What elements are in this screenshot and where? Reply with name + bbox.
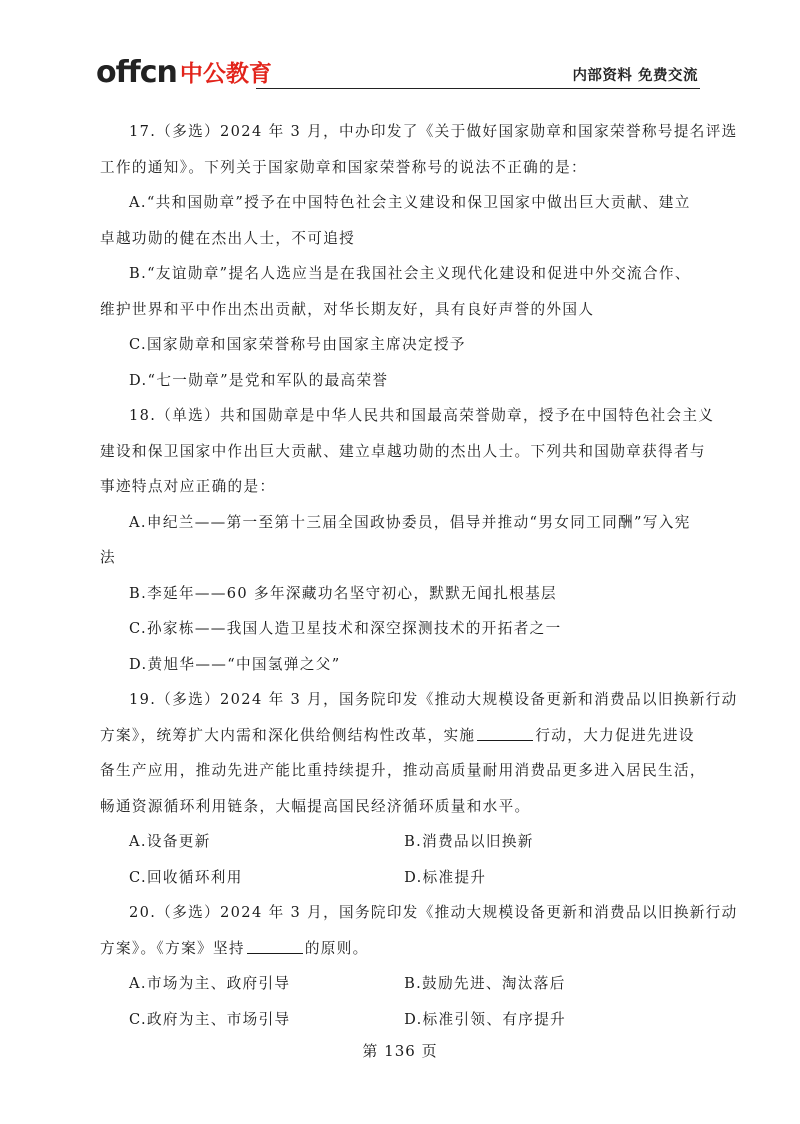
option-c: C.孙家栋——我国人造卫星技术和深空探测技术的开拓者之一 [129, 620, 562, 637]
option-b: B.“友谊勋章”提名人选应当是在我国社会主义现代化建设和促进中外交流合作、 [129, 265, 691, 282]
stem-text: 行动，大力促进先进设 [535, 726, 695, 744]
option-a-cont: 卓越功勋的健在杰出人士，不可追授 [100, 229, 356, 247]
option-b: B.鼓励先进、淘汰落后 [404, 975, 566, 992]
option-a: A.“共和国勋章”授予在中国特色社会主义建设和保卫国家中做出巨大贡献、建立 [129, 194, 691, 211]
logo-latin-text: offcn [96, 55, 177, 90]
question-19 [100, 682, 738, 895]
question-stem: 建设和保卫国家中作出巨大贡献、建立卓越功勋的杰出人士。下列共和国勋章获得者与 [100, 442, 706, 460]
option-d: D.标准提升 [404, 868, 487, 886]
document-body [100, 114, 738, 1037]
question-stem: 工作的通知》。下列关于国家勋章和国家荣誉称号的说法不正确的是： [100, 158, 587, 176]
header-tag: 内部资料 免费交流 [572, 68, 698, 84]
option-a-cont: 法 [100, 549, 116, 566]
options-row [100, 824, 704, 860]
question-stem: 畅通资源循环利用链条，大幅提高国民经济循环质量和水平。 [100, 797, 531, 815]
answer-blank [247, 939, 303, 954]
option-c: C.回收循环利用 [129, 868, 243, 886]
question-stem: 17.（多选）2024 年 3 月，中办印发了《关于做好国家勋章和国家荣誉称号提名评选 [129, 123, 738, 140]
option-d: D.标准引领、有序提升 [404, 1010, 567, 1028]
option-c: C.国家勋章和国家荣誉称号由国家主席决定授予 [129, 336, 466, 353]
question-18 [100, 398, 715, 682]
options-row [100, 860, 704, 896]
stem-text: 的原则。 [304, 939, 369, 957]
question-17 [100, 114, 738, 398]
option-d: D.黄旭华——“中国氢弹之父” [129, 655, 341, 673]
option-b-cont: 维护世界和平中作出杰出贡献，对华长期友好，具有良好声誉的外国人 [100, 300, 595, 318]
page-header [96, 52, 700, 92]
question-stem: 20.（多选）2024 年 3 月，国务院印发《推动大规模设备更新和消费品以旧换新行动 [129, 904, 738, 921]
option-b: B.李延年——60 多年深藏功名坚守初心，默默无闻扎根基层 [129, 584, 557, 602]
question-stem: 事迹特点对应正确的是： [100, 478, 276, 495]
header-divider [256, 88, 700, 89]
option-a: A.设备更新 [129, 833, 211, 850]
option-d: D.“七一勋章”是党和军队的最高荣誉 [129, 371, 389, 389]
options-row [100, 966, 704, 1002]
option-b: B.消费品以旧换新 [404, 833, 534, 850]
stem-text: 方案》，统筹扩大内需和深化供给侧结构性改革，实施 [100, 726, 476, 744]
question-stem-with-blank [100, 718, 704, 754]
question-stem: 备生产应用，推动先进产能比重持续提升，推动高质量耐用消费品更多进入居民生活， [100, 762, 706, 779]
logo-chinese-text: 中公教育 [179, 61, 272, 87]
stem-text: 方案》。《方案》坚持 [100, 939, 245, 957]
page-number: 第 136 页 [362, 1042, 438, 1060]
option-a: A.申纪兰——第一至第十三届全国政协委员，倡导并推动“男女同工同酬”写入宪 [129, 513, 691, 531]
question-stem: 18.（单选）共和国勋章是中华人民共和国最高荣誉勋章，授予在中国特色社会主义 [129, 407, 715, 424]
answer-blank [477, 726, 533, 741]
option-c: C.政府为主、市场引导 [129, 1010, 291, 1028]
question-stem: 19.（多选）2024 年 3 月，国务院印发《推动大规模设备更新和消费品以旧换新行动 [129, 691, 738, 708]
question-20 [100, 895, 738, 1037]
offcn-logo [96, 56, 272, 88]
options-row [100, 1002, 704, 1038]
question-stem-with-blank [100, 931, 704, 967]
option-a: A.市场为主、政府引导 [129, 975, 291, 992]
